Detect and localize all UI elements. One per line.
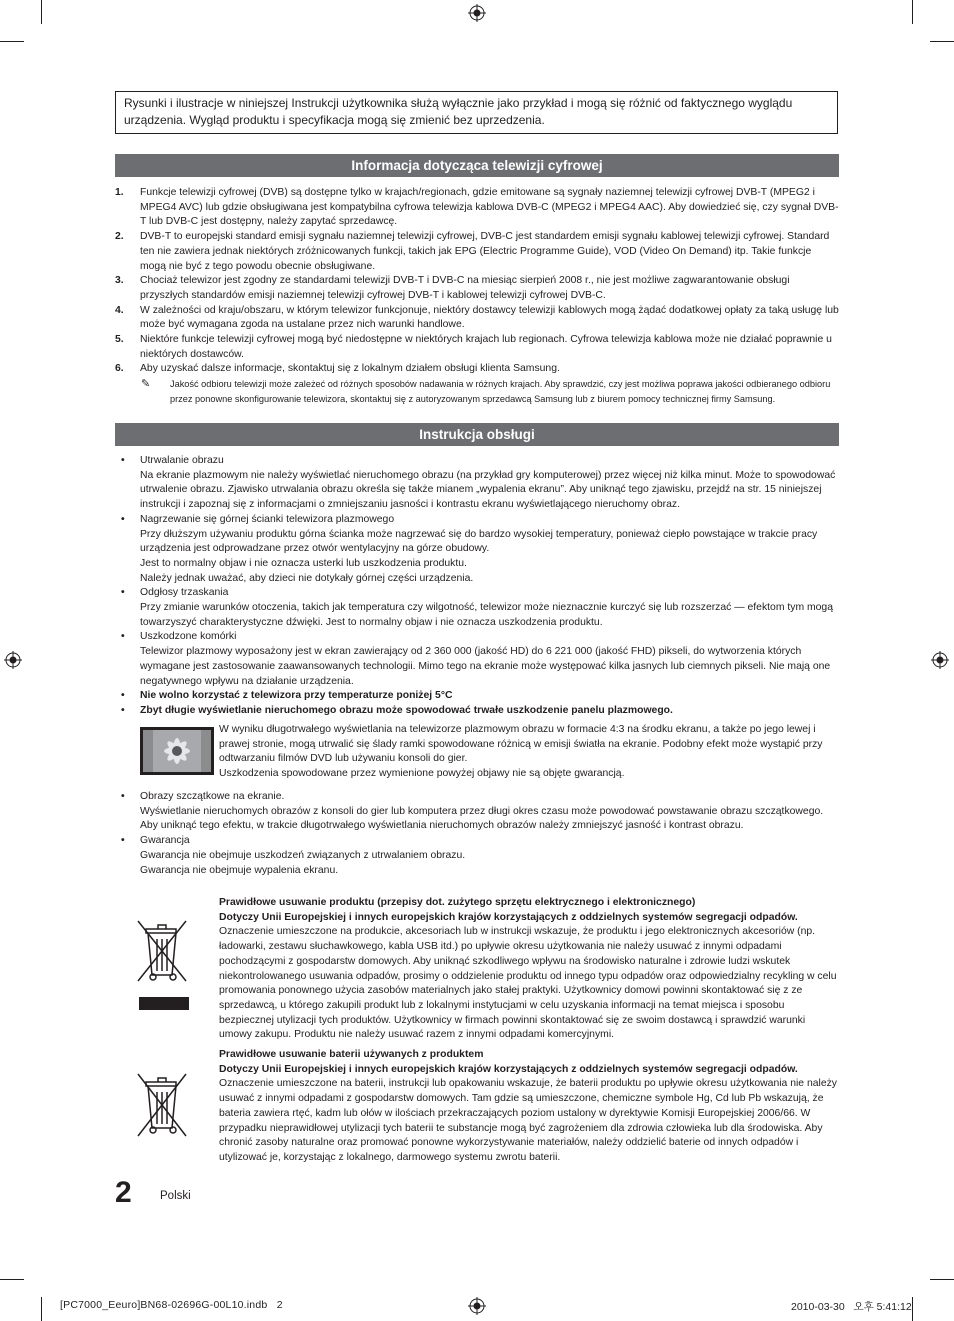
item-heading: Utrwalanie obrazu — [140, 455, 224, 466]
weee-product-section — [219, 896, 839, 1043]
note-text: Jakość odbioru telewizji może zależeć od różnych sposobów nadawania w różnych krajach. Aby sprawdzić, czy jest możliwa poprawa jakości odbieranego odbioru przez ponowne skonfigurowanie telewizora, skontaktuj się z autoryzowanym sprzedawcą Samsung lub z biurem pomocy technicznej firmy Samsung. — [170, 379, 831, 404]
burn-in-description — [219, 723, 839, 782]
bullet: • — [121, 704, 125, 716]
bullet: • — [121, 690, 125, 702]
bullet: • — [121, 835, 125, 847]
item-number: 5. — [115, 334, 124, 346]
crop-mark — [930, 1279, 954, 1280]
crossed-bin-icon — [132, 1070, 194, 1140]
weee-product-body: Oznaczenie umieszczone na produkcie, akcesoriach lub w instrukcji wskazuje, że produktu i jego elektronicznych akcesoriów (np. ładowarki, zestawu słuchawkowego, kabla USB itd.) po upływie okresu użytkowania nie należy usuwać z innymi odpadami pochodzącymi z gospodarstw domowych. Aby uniknąć szkodliwego wpływu na środowisko naturalne i zdrowie ludzi wskutek niekontrolowanego usuwania odpadów, prosimy o oddzielenie produktu od innego typu odpadów oraz odpowiedzialny recykling w celu promowania ponownego użycia zasobów materialnych jako stałej praktyki. Użytkownicy domowi powinni skontaktować się z ze sprzedawcą, u którego zakupili produkt lub z lokalnymi instytucjami w celu uzyskania informacji na temat miejsca i sposobu bezpiecznej utylizacji tych produktów. Użytkownicy w firmach powinni skontaktować się ze swoim dostawcą i sprawdzić warunki umowy zakupu. Produktu nie należy usuwać razem z innymi odpadami komercyjnymi. — [219, 926, 837, 1041]
list-item — [115, 230, 840, 274]
item-text: Aby uzyskać dalsze informacje, skontaktuj się z lokalnym działem obsługi klienta Samsung. — [140, 363, 560, 375]
weee-product-subtitle: Dotyczy Unii Europejskiej i innych europejskich krajów korzystających z oddzielnych systemów segregacji odpadów. — [219, 911, 798, 923]
item-text: DVB-T to europejski standard emisji sygnału naziemnej telewizji cyfrowej, DVB-C jest standardem emisji sygnału kablowej telewizji cyfrowej. Standard ten nie zawiera jednak niektórych zróżnicowanych funkcji, takich jak EPG (Electric Programme Guide), VOD (Video On Demand) itp. Takie funkcje mogą nie być z tego powodu obecnie obsługiwane. — [140, 231, 830, 272]
item-heading: Obrazy szczątkowe na ekranie. — [140, 791, 285, 802]
burn-in-warranty: Uszkodzenia spowodowane przez wymienione powyżej objawy nie są objęte gwarancją. — [219, 768, 625, 780]
weee-battery-section — [219, 1048, 839, 1166]
weee-product-title: Prawidłowe usuwanie produktu (przepisy dot. zużytego sprzętu elektrycznego i elektronicznego) — [219, 897, 696, 908]
page-language: Polski — [160, 1190, 191, 1202]
item-number: 4. — [115, 304, 124, 316]
section-title-instructions: Instrukcja obsługi — [115, 423, 839, 446]
bullet: • — [121, 513, 125, 525]
flower-image — [140, 727, 214, 775]
item-body: Na ekranie plazmowym nie należy wyświetlać nieruchomego obrazu (na przykład gry komputerowej) przez więcej niż kilka minut. Może to spowodować utrwalenie obrazu. Zjawisko utrwalania obrazu określa się także mianem „wypalenia ekranu”. Aby uniknąć tego zjawisku, przejdź na str. 15 niniejszej instrukcji i zapoznaj się z informacjami o zmniejszaniu jasności i kontrastu ekranu wyświetlającego nieruchomy obraz. — [140, 469, 836, 511]
burn-in-text: W wyniku długotrwałego wyświetlania na telewizorze plazmowym obrazu w formacie 4:3 na środku ekranu, a także po jego lewej i prawej stronie, mogą utrwalić się ślady ramki spowodowane różnicą w emisji światła na ekranie. Podobny efekt może wystąpić przy odtwarzaniu filmów DVD lub używaniu konsoli do gier. — [219, 724, 823, 765]
list-item — [115, 304, 840, 333]
registration-mark-icon — [931, 651, 949, 669]
crop-mark — [0, 41, 24, 42]
item-heading: Zbyt długie wyświetlanie nieruchomego obrazu może spowodować trwałe uszkodzenie panelu plazmowego. — [140, 704, 673, 716]
list-item — [115, 274, 840, 303]
weee-battery-body: Oznaczenie umieszczone na baterii, instrukcji lub opakowaniu wskazuje, że baterii produktu po upływie okresu użytkowania nie należy usuwać z innymi odpadami z gospodarstw domowych. Tam gdzie są umieszczone, chemiczne symbole Hg, Cd lub Pb wskazują, że bateria zawiera rtęć, kadm lub ołów w ilościach przekraczających poziom ustalony w dyrektywie Komisji Europejskiej 2006/66. W przypadku nieprawidłowej utylizacji tych baterii te substancje mogą być zagrożeniem dla zdrowia człowieka lub dla środowiska. Aby chronić zasoby naturalne oraz promować ponowne wykorzystywanie materiałów, należy oddzielić baterie od innych odpadów i utylizować je, korzystając z lokalnego, darmowego systemu zwrotu baterii. — [219, 1078, 837, 1163]
list-item — [115, 630, 840, 689]
item-body: Przy zmianie warunków otoczenia, takich jak temperatura czy wilgotność, telewizor może nieznacznie kurczyć się lub rozszerzać — efektom tym mogą towarzyszyć charakterystyczne dźwięki. Jest to normalny objaw i nie oznacza uszkodzenia produktu. — [140, 602, 833, 628]
list-item — [115, 513, 840, 587]
crop-mark — [912, 1297, 913, 1321]
bullet: • — [121, 791, 125, 802]
registration-mark-icon — [468, 4, 486, 22]
crop-mark — [41, 1297, 42, 1321]
footer-filename: [PC7000_Eeuro]BN68-02696G-00L10.indb 2 — [60, 1299, 283, 1311]
note — [115, 377, 840, 406]
crossed-bin-icon — [132, 917, 194, 1013]
item-body: Przy dłuższym używaniu produktu górna ścianka może nagrzewać się do bardzo wysokiej temperatury, ponieważ ciepło powstające w trakcie pracy urządzenia jest odprowadzane przez otwór wentylacyjny na górze obudowy. Jest to normalny objaw i nie oznacza usterki lub uszkodzenia produktu. Należy jednak uważać, aby dzieci nie dotykały górnej części urządzenia. — [140, 528, 818, 584]
screen-burn-illustration — [140, 727, 214, 775]
item-number: 2. — [115, 231, 124, 243]
item-body: Wyświetlanie nieruchomych obrazów z konsoli do gier lub komputera przez długi okres czasu może powodować powstawanie obrazu szczątkowego. Aby uniknąć tego efektu, w trakcie długotrwałego wyświetlania nieruchomych obrazów należy zmniejszyć jasność i kontrast obrazu. — [140, 805, 824, 832]
crop-mark — [930, 41, 954, 42]
weee-battery-subtitle: Dotyczy Unii Europejskiej i innych europejskich krajów korzystających z oddzielnych systemów segregacji odpadów. — [219, 1063, 798, 1075]
list-item — [115, 790, 840, 834]
item-text: W zależności od kraju/obszaru, w którym telewizor funkcjonuje, niektóry dostawcy telewizji kablowych mogą żądać dodatkowej opłaty za taką usługę lub może być wymagana zgoda na ustalane przez nich warunki handlowe. — [140, 304, 839, 331]
item-body: Telewizor plazmowy wyposażony jest w ekran zawierający od 2 360 000 (jakość HD) do 6 221 000 (jakość FHD) pikseli, do wytworzenia których wymagane jest zastosowanie zaawansowanych technologii. Mimo tego na ekranie może występować kilka jasnych lub ciemnych pikseli. Nie mają one negatywnego wpływu na działanie urządzenia. — [140, 646, 831, 687]
disclaimer-box: Rysunki i ilustracje w niniejszej Instrukcji użytkownika służą wyłącznie jako przykład i mogą się różnić od faktycznego wyglądu urządzenia. Wygląd produktu i specyfikacja mogą się zmienić bez uprzedzenia. — [115, 91, 838, 134]
item-heading: Uszkodzone komórki — [140, 631, 237, 643]
section-title-digital-tv: Informacja dotycząca telewizji cyfrowej — [115, 154, 839, 177]
list-item — [115, 834, 840, 878]
crop-mark — [0, 1279, 24, 1280]
bullet: • — [121, 455, 125, 466]
item-text: Chociaż telewizor jest zgodny ze standardami telewizji DVB-T i DVB-C na miesiąc sierpień 2008 r., nie jest możliwe zagwarantowanie obsługi przyszłych standardów emisji naziemnej telewizji cyfrowej DVB-T i kablowej telewizji cyfrowej DVB-C. — [140, 275, 790, 301]
registration-mark-icon — [4, 651, 22, 669]
item-body: Gwarancja nie obejmuje uszkodzeń związanych z utrwalaniem obrazu. Gwarancja nie obejmuje wypalenia ekranu. — [140, 849, 466, 876]
item-text: Funkcje telewizji cyfrowej (DVB) są dostępne tylko w krajach/regionach, gdzie emitowane są sygnały naziemnej telewizji cyfrowej DVB-T (MPEG2 i MPEG4 AVC) lub gdzie obsługiwana jest kompatybilna cyfrowa telewizja kablowa DVB-C (MPEG2 i MPEG4 AAC). Aby dowiedzieć się, czy sygnał DVB-T lub DVB-C jest dostępny, należy zapytać sprzedawcę. — [140, 187, 839, 228]
footer-timestamp: 2010-03-30 오후 5:41:12 — [791, 1301, 912, 1313]
list-item — [115, 689, 840, 704]
list-item — [115, 186, 840, 230]
instructions-list-2 — [115, 790, 840, 878]
list-item — [115, 362, 840, 377]
list-item — [115, 454, 840, 513]
bullet: • — [121, 587, 125, 599]
crop-mark — [41, 0, 42, 24]
item-number: 1. — [115, 187, 124, 198]
crop-mark — [912, 0, 913, 24]
item-text: Niektóre funkcje telewizji cyfrowej mogą być niedostępne w niektórych krajach lub regionach. Cyfrowa telewizja kablowa może nie działać poprawnie u niektórych dostawców. — [140, 334, 832, 360]
page-number: 2 — [115, 1176, 132, 1209]
registration-mark-icon — [468, 1297, 486, 1315]
list-item — [115, 704, 840, 719]
item-heading: Nie wolno korzystać z telewizora przy temperaturze poniżej 5°C — [140, 690, 453, 702]
item-number: 6. — [115, 363, 124, 375]
note-icon: ✎ — [141, 378, 151, 391]
instructions-list — [115, 454, 840, 719]
digital-tv-list — [115, 186, 840, 406]
list-item — [115, 586, 840, 630]
item-heading: Gwarancja — [140, 835, 190, 847]
weee-battery-title: Prawidłowe usuwanie baterii używanych z produktem — [219, 1049, 484, 1060]
item-number: 3. — [115, 275, 124, 287]
item-heading: Odgłosy trzaskania — [140, 587, 229, 599]
bullet: • — [121, 631, 125, 643]
item-heading: Nagrzewanie się górnej ścianki telewizora plazmowego — [140, 513, 395, 525]
list-item — [115, 333, 840, 362]
